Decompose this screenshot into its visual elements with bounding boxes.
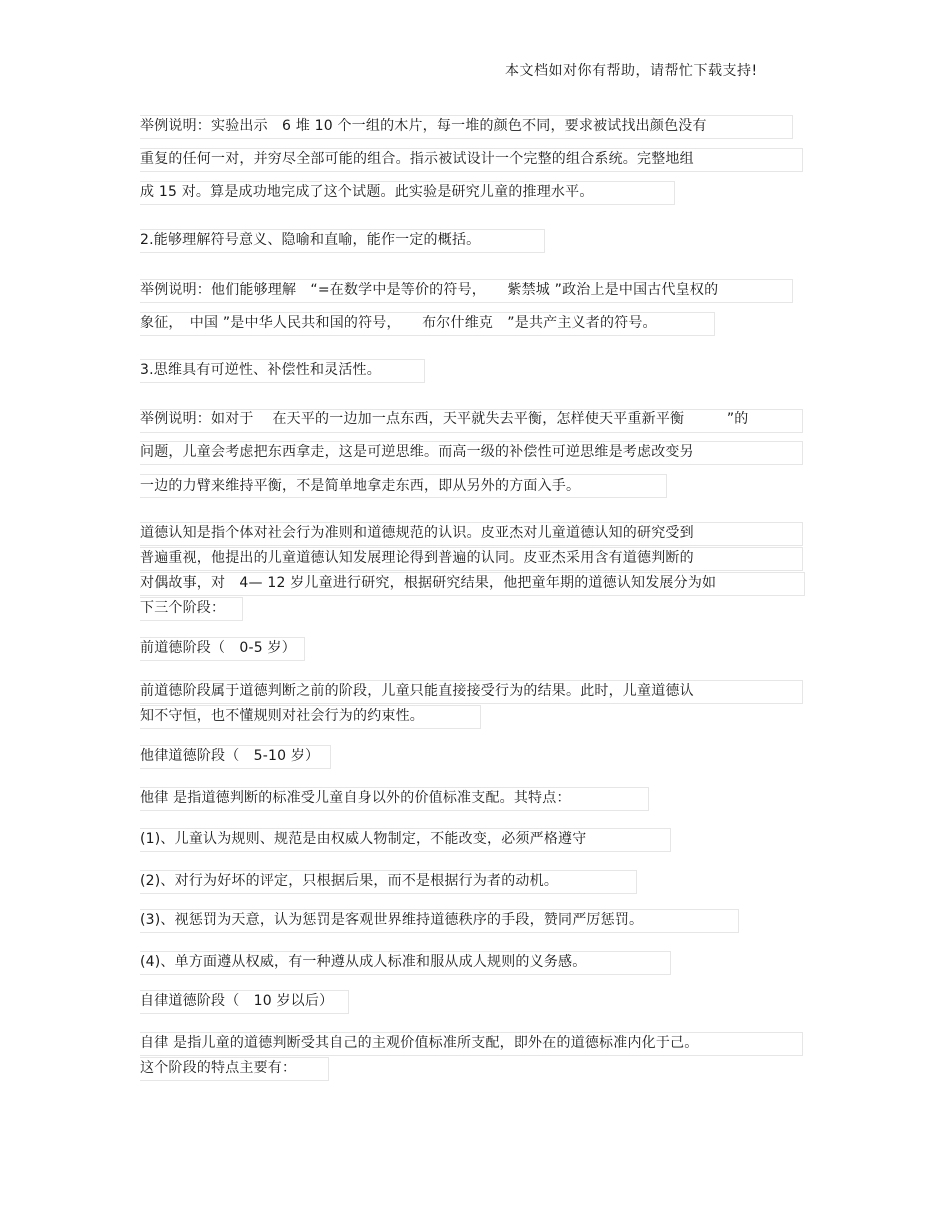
body-line: 一边的力臂来维持平衡，不是简单地拿走东西，即从另外的方面入手。	[140, 478, 581, 494]
body-line: 道德认知是指个体对社会行为准则和道德规范的认识。皮亚杰对儿童道德认知的研究受到	[140, 525, 694, 541]
download-note: 本文档如对你有帮助，请帮忙下载支持!	[505, 63, 758, 79]
list-item: (2)、对行为好坏的评定，只根据后果，而不是根据行为者的动机。	[140, 873, 559, 889]
list-item: (1)、儿童认为规则、规范是由权威人物制定，不能改变，必须严格遵守	[140, 831, 587, 847]
list-item: (4)、单方面遵从权威，有一种遵从成人标准和服从成人规则的义务感。	[140, 954, 587, 970]
body-line: 自律 是指儿童的道德判断受其自己的主观价值标准所支配，即外在的道德标准内化于己。	[140, 1035, 699, 1051]
body-line: 知不守恒，也不懂规则对社会行为的约束性。	[140, 708, 424, 724]
body-line: 举例说明：他们能够理解 “=在数学中是等价的符号， 紫禁城 ”政治上是中国古代皇权的	[140, 282, 719, 298]
body-line: 他律 是指道德判断的标准受儿童自身以外的价值标准支配。其特点：	[140, 790, 571, 806]
body-line: 问题，儿童会考虑把东西拿走，这是可逆思维。而高一级的补偿性可逆思维是考虑改变另	[140, 444, 694, 460]
stage-heading: 自律道德阶段（ 10 岁以后）	[140, 993, 334, 1009]
body-line: 举例说明：实验出示 6 堆 10 个一组的木片，每一堆的颜色不同，要求被试找出颜色没有	[140, 118, 707, 134]
body-line: 对偶故事，对 4— 12 岁儿童进行研究，根据研究结果，他把童年期的道德认知发展分为如	[140, 575, 717, 591]
body-line: 举例说明：如对于 在天平的一边加一点东西，天平就失去平衡，怎样使天平重新平衡 ”的	[140, 411, 749, 427]
heading-line: 3.思维具有可逆性、补偿性和灵活性。	[140, 362, 381, 378]
body-line: 下三个阶段：	[140, 600, 226, 616]
stage-heading: 他律道德阶段（ 5-10 岁）	[140, 748, 320, 764]
body-line: 普遍重视，他提出的儿童道德认知发展理论得到普遍的认同。皮亚杰采用含有道德判断的	[140, 550, 694, 566]
body-line: 成 15 对。算是成功地完成了这个试题。此实验是研究儿童的推理水平。	[140, 184, 594, 200]
stage-heading: 前道德阶段（ 0-5 岁）	[140, 640, 296, 656]
list-item: (3)、视惩罚为天意，认为惩罚是客观世界维持道德秩序的手段，赞同严厉惩罚。	[140, 912, 644, 928]
body-line: 这个阶段的特点主要有：	[140, 1060, 297, 1076]
body-line: 象征， 中国 ”是中华人民共和国的符号， 布尔什维克 ”是共产主义者的符号。	[140, 315, 657, 331]
body-line: 前道德阶段属于道德判断之前的阶段，儿童只能直接接受行为的结果。此时，儿童道德认	[140, 683, 694, 699]
heading-line: 2.能够理解符号意义、隐喻和直喻，能作一定的概括。	[140, 232, 481, 248]
body-line: 重复的任何一对，并穷尽全部可能的组合。指示被试设计一个完整的组合系统。完整地组	[140, 151, 694, 167]
